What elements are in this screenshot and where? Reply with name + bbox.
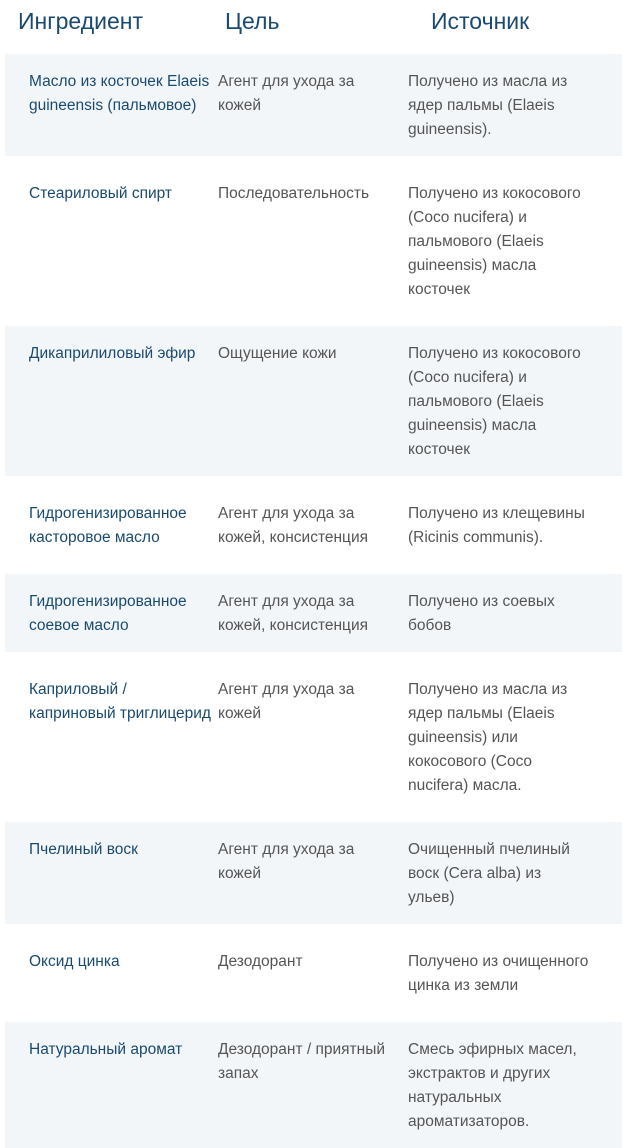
cell-goal: Агент для ухода за кожей, консистенция — [218, 593, 368, 634]
table-row — [5, 54, 622, 156]
cell-goal: Агент для ухода за кожей — [218, 73, 355, 114]
cell-goal: Ощущение кожи — [218, 345, 337, 362]
table-row — [5, 934, 622, 1012]
cell-source: Получено из масла из ядер пальмы (Elaeis guineensis) или кокосового (Coco nucifera) масла. — [408, 681, 568, 794]
cell-source: Получено из клещевины (Ricinis communis). — [408, 505, 585, 546]
cell-ingredient: Гидрогенизированное касторовое масло — [29, 505, 187, 546]
cell-ingredient: Масло из косточек Elaeis guineensis (пальмовое) — [29, 73, 210, 114]
cell-goal: Последовательность — [218, 185, 370, 202]
table-row — [5, 1022, 622, 1148]
table-row — [5, 166, 622, 316]
cell-source: Очищенный пчелиный воск (Cera alba) из ульев) — [408, 841, 570, 906]
table-header — [0, 0, 630, 44]
header-goal: Цель — [225, 8, 280, 34]
cell-goal: Дезодорант — [218, 953, 303, 970]
table-row — [5, 574, 622, 652]
cell-goal: Агент для ухода за кожей — [218, 841, 355, 882]
cell-ingredient: Каприловый / каприновый триглицерид — [29, 681, 211, 722]
cell-ingredient: Пчелиный воск — [29, 841, 138, 858]
cell-source: Получено из масла из ядер пальмы (Elaeis guineensis). — [408, 73, 568, 138]
cell-ingredient: Дикаприлиловый эфир — [29, 345, 196, 362]
table-row — [5, 326, 622, 476]
cell-ingredient: Стеариловый спирт — [29, 185, 172, 202]
cell-source: Получено из кокосового (Coco nucifera) и пальмового (Elaeis guineensis) масла косточек — [408, 345, 581, 458]
cell-source: Смесь эфирных масел, экстрактов и других натуральных ароматизаторов. — [408, 1041, 577, 1130]
cell-goal: Дезодорант / приятный запах — [218, 1041, 385, 1082]
cell-ingredient: Натуральный аромат — [29, 1041, 183, 1058]
table-row — [5, 662, 622, 812]
cell-ingredient: Оксид цинка — [29, 953, 120, 970]
table-row — [5, 822, 622, 924]
cell-goal: Агент для ухода за кожей, консистенция — [218, 505, 368, 546]
table-row — [5, 486, 622, 564]
cell-source: Получено из соевых бобов — [408, 593, 555, 634]
cell-source: Получено из очищенного цинка из земли — [408, 953, 589, 994]
cell-ingredient: Гидрогенизированное соевое масло — [29, 593, 187, 634]
header-source: Источник — [431, 8, 530, 34]
cell-source: Получено из кокосового (Coco nucifera) и пальмового (Elaeis guineensis) масла косточек — [408, 185, 581, 298]
header-ingredient: Ингредиент — [18, 8, 143, 34]
cell-goal: Агент для ухода за кожей — [218, 681, 355, 722]
